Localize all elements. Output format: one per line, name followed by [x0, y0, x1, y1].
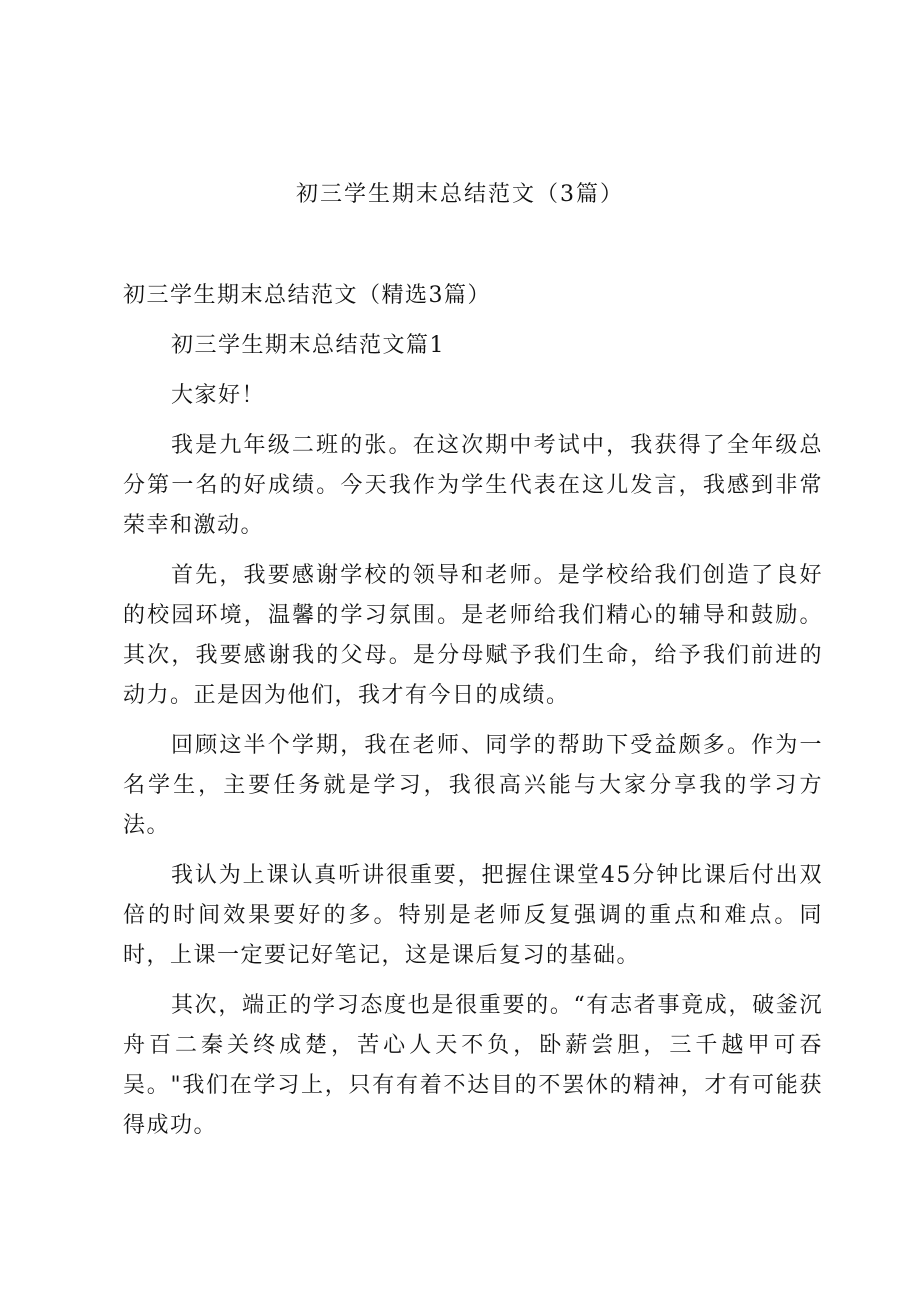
paragraph-thanks: 首先，我要感谢学校的领导和老师。是学校给我们创造了良好的校园环境，温馨的学习氛围。是老师给我们精心的辅导和鼓励。其次，我要感谢我的父母。是分母赋予我们生命，给予我们前进的动力。正是因为他们，我才有今日的成绩。: [123, 563, 823, 708]
paragraph-review: 回顾这半个学期，我在老师、同学的帮助下受益颇多。作为一名学生，主要任务就是学习，我很高兴能与大家分享我的学习方法。: [123, 733, 823, 838]
paragraph-greeting: 大家好！: [171, 383, 266, 408]
section-heading: 初三学生期末总结范文篇1: [171, 333, 445, 358]
paragraph-listening: 我认为上课认真听讲很重要，把握住课堂45分钟比课后付出双倍的时间效果要好的多。特别是老师反复强调的重点和难点。同时，上课一定要记好笔记，这是课后复习的基础。: [123, 863, 823, 968]
document-body: [123, 276, 823, 1156]
document-subtitle: 初三学生期末总结范文（精选3篇）: [123, 283, 491, 308]
paragraph-intro: 我是九年级二班的张。在这次期中考试中，我获得了全年级总分第一名的好成绩。今天我作为学生代表在这儿发言，我感到非常荣幸和激动。: [123, 433, 823, 538]
paragraph-attitude: 其次，端正的学习态度也是很重要的。“有志者事竟成，破釜沉舟百二秦关终成楚，苦心人天不负，卧薪尝胆，三千越甲可吞吴。"我们在学习上，只有有着不达目的不罢休的精神，才有可能获得成功。: [123, 993, 823, 1138]
document-title: 初三学生期末总结范文（3篇）: [296, 182, 624, 207]
